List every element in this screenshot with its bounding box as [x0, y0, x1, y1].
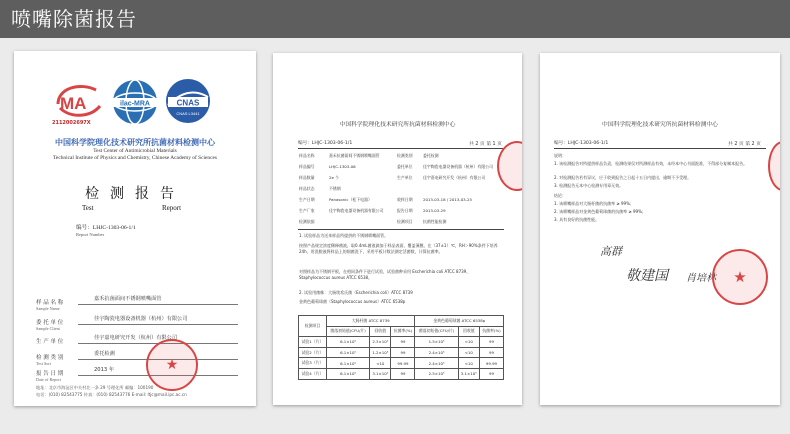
info-label: 生产单位	[397, 175, 413, 180]
table-header-cell: 检测项目	[299, 316, 327, 337]
conclusion-line: 2. 该喷嘴样品对金黄色葡萄球菌的抗菌率 ≥ 99%；	[554, 209, 646, 214]
table-cell: 99	[391, 368, 415, 379]
table-row	[299, 358, 504, 369]
field-en-client: Sample Client	[36, 326, 60, 331]
field-en-sample-name: Sample Name	[36, 306, 60, 311]
info-value: LHJC-1303-06	[329, 164, 356, 169]
table-header-cell: 抗菌率(%)	[391, 326, 415, 337]
table-cell: 6.1×10⁵	[326, 337, 369, 348]
org-name-en-1: Test Center of Antimicrobial Materials	[93, 148, 177, 154]
table-cell: 试验4（片）	[299, 368, 327, 379]
info-label: 样品数量	[299, 175, 315, 180]
field-label-producer: 生 产 单 位	[36, 339, 64, 345]
table-cell: 99	[391, 347, 415, 358]
divider	[298, 148, 504, 149]
info-value: Panasonic（松下电器）	[329, 197, 372, 202]
info-value: 嘉禾抗菌面间不锈钢喷嘴面管	[329, 153, 380, 158]
field-label-client: 委 托 单 位	[36, 320, 64, 326]
official-seal-icon	[146, 339, 198, 391]
page-title: 喷嘴除菌报告	[11, 7, 137, 31]
method-title: 1. 试验样品为送来样品所提供的不锈钢喷嘴面管。	[299, 233, 389, 238]
table-cell: 1.5×10⁵	[415, 337, 458, 348]
conclusion-title: 结论：	[554, 193, 566, 198]
info-label: 报告日期	[397, 208, 413, 213]
table-header-cell: 大肠杆菌 ATCC 8739	[326, 316, 414, 327]
report-number-en: Report Number	[76, 232, 105, 237]
signature-1: 高群	[600, 245, 622, 258]
table-cell: <10	[458, 347, 479, 358]
info-label: 检测项目	[397, 219, 413, 224]
report-number-value: LHJC-1303-06-1/1	[92, 225, 136, 231]
ilac-label: ilac-MRA	[120, 100, 150, 108]
table-cell: 99	[479, 337, 503, 348]
divider	[298, 229, 504, 230]
info-value: 委托检测	[423, 153, 439, 158]
field-value-sample-name: 嘉禾抗菌面间不锈钢喷嘴面管	[94, 296, 162, 302]
field-underline	[78, 304, 238, 305]
table-cell: <10	[458, 358, 479, 369]
info-value: 2e 个	[329, 175, 339, 180]
info-label: 收样日期	[397, 197, 413, 202]
table-cell: 99	[479, 347, 503, 358]
info-label: 样品名称	[299, 153, 315, 158]
strain-line-1: 2. 试验用菌株：大肠埃希氏菌（Escherichia coli）ATCC 8739	[299, 290, 413, 295]
note-line: 3. 检测报告无本中心检测专用章无效。	[554, 183, 624, 188]
field-en-report-date: Date of Report	[36, 377, 61, 382]
table-header-cell: 抗菌率(%)	[479, 326, 503, 337]
report-title-cn: 检测报告	[85, 187, 185, 202]
results-page-header: 中国科学院理化技术研究所抗菌材料检测中心	[339, 122, 456, 128]
table-header-cell: 菌落初始值(CFU/片)	[326, 326, 369, 337]
results-table	[298, 315, 504, 380]
table-cell: 3.1×10⁵	[458, 368, 479, 379]
report-results-page[interactable]	[273, 53, 522, 405]
note-line: 1. 该检测报告对所提供样品负责，检测结果仅对所测样品有效，未经本中心书面批准，不得部分复制本报告。	[554, 161, 748, 166]
table-cell: 99	[391, 337, 415, 348]
table-cell: <10	[370, 358, 391, 369]
field-value-client: 佳宇陶瓷电器设备机器（杭州）有限公司	[94, 316, 188, 322]
field-underline	[78, 324, 238, 325]
divider	[554, 148, 766, 149]
info-value: 抗菌性能检测	[423, 219, 447, 224]
table-cell: 99.99	[479, 358, 503, 369]
report-cover-page[interactable]	[14, 51, 256, 406]
conclusion-line: 3. 具有良好的抗菌性能。	[554, 217, 600, 222]
table-cell: 6.1×10⁵	[326, 368, 369, 379]
seal-star-icon: ★	[733, 268, 747, 286]
report-title-en-1: Test	[82, 204, 94, 212]
info-label: 检测类别	[397, 153, 413, 158]
info-label: 样品编号	[299, 164, 315, 169]
table-header-row	[299, 326, 504, 337]
table-cell: 6.1×10⁵	[326, 347, 369, 358]
cma-number: 2112002697X	[52, 120, 91, 126]
cnas-logo-icon	[162, 75, 214, 127]
official-seal-icon	[712, 249, 768, 305]
table-header-cell: 回收值	[458, 326, 479, 337]
table-header-row	[299, 316, 504, 327]
header-banner	[0, 0, 790, 38]
table-cell: <10	[458, 337, 479, 348]
signature-2: 敬建国	[626, 268, 668, 284]
method-paragraph-2: 对照样品为不锈钢平板，在相同条件下进行试验，试验菌种采用 Escherichia coli ATCC 8739、Staphylococcus aureus ATCC 6538。	[299, 269, 471, 281]
table-header-cell: 回收值	[370, 326, 391, 337]
results-report-code: 编号：LHJC-1303-06-1/1	[298, 141, 353, 146]
info-label: 样品状态	[299, 186, 315, 191]
table-cell: 2.4×10⁵	[415, 347, 458, 358]
table-cell: 试验2（片）	[299, 347, 327, 358]
signature-page-number: 共 2 页 第 2 页	[728, 142, 761, 147]
table-row	[299, 347, 504, 358]
table-cell: 6.1×10⁵	[326, 358, 369, 369]
info-value: 佳宇陶瓷电器设备机器有限公司	[329, 208, 384, 213]
footer-address: 地址：北京市海淀区中关村北一条 29 号理化所 邮编：100190	[36, 385, 154, 390]
info-value: 2013-03-29	[423, 208, 446, 213]
conclusion-line: 1. 该喷嘴样品对大肠杆菌的抗菌率 ≥ 99%；	[554, 201, 634, 206]
field-en-test-sort: Test Sort	[36, 361, 51, 366]
document-gallery	[0, 38, 790, 434]
table-header-cell: 菌落初始值(CFU/片)	[415, 326, 458, 337]
table-cell: 3.1×10⁵	[370, 368, 391, 379]
table-cell: 99.99	[391, 358, 415, 369]
footer-contact: 电话：(010) 82543775 传真：(010) 82543776 E-mail: ltjc@mail.ipc.ac.cn	[36, 392, 187, 397]
table-row	[299, 337, 504, 348]
side-seal-icon	[768, 141, 780, 191]
signature-page-header: 中国科学院理化技术研究所抗菌材料检测中心	[602, 122, 718, 128]
table-cell: 2.5×10⁵	[415, 368, 458, 379]
field-label-report-date: 报 告 日 期	[36, 371, 64, 377]
table-cell: 试验1（片）	[299, 337, 327, 348]
strain-line-2: 金黄色葡萄球菌（Staphylococcus aureus）ATCC 6538p	[299, 299, 406, 304]
info-value: 不锈钢	[329, 186, 341, 191]
info-label: 生产日期	[299, 197, 315, 202]
cnas-label: CNAS	[176, 98, 200, 108]
cma-logo-icon	[50, 78, 108, 124]
signature-3: 肖培林	[686, 273, 716, 284]
table-header-cell: 金黄色葡萄球菌 ATCC 6538p	[415, 316, 504, 327]
report-title-en-2: Report	[162, 204, 182, 212]
table-row	[299, 368, 504, 379]
table-cell: 1.2×10⁵	[370, 347, 391, 358]
info-label: 委托单位	[397, 164, 413, 169]
org-name-en-2: Technical Institute of Physics and Chemistry, Chinese Academy of Sciences	[53, 155, 217, 161]
method-paragraph-1: 按照产品规定浓度稀释菌液，取0.4mL菌液滴加于样品表面，覆盖薄膜，在（37±1）℃，RH＞90%条件下培养24h，用洗脱液将样品上的细菌洗下，采用平板计数法测定活菌数，计算抗菌率。	[299, 243, 498, 255]
field-value-test-sort: 委托检测	[94, 351, 115, 357]
info-value: 佳宇陶瓷电器设备机器（杭州）有限公司	[423, 164, 494, 169]
table-cell: 99	[479, 368, 503, 379]
cma-mark-text: MA	[60, 94, 87, 113]
report-number-label: 编号：	[76, 225, 93, 231]
field-value-report-date: 2013 年	[94, 367, 115, 373]
org-name-cn: 中国科学院理化技术研究所抗菌材料检测中心	[55, 138, 215, 147]
report-signature-page[interactable]	[540, 53, 780, 405]
signature-report-code: 编号：LHJC-1303-06-1/1	[554, 141, 609, 146]
table-cell: 2.4×10⁵	[415, 358, 458, 369]
table-cell: 试验3（片）	[299, 358, 327, 369]
info-label: 检测依据	[299, 219, 315, 224]
info-label: 生产厂家	[299, 208, 315, 213]
report-number	[76, 223, 136, 231]
info-value: 佳宇嘉电研究开发（杭州）有限公司	[423, 175, 486, 180]
ilac-logo-icon	[109, 76, 161, 128]
field-label-test-sort: 检 测 类 别	[36, 355, 64, 361]
cnas-number: CNAS L3441	[176, 111, 200, 116]
field-label-sample-name: 样 品 名 称	[36, 300, 64, 306]
seal-star-icon: ★	[165, 357, 179, 373]
results-page-number: 共 2 页 第 1 页	[469, 142, 502, 147]
field-value-producer: 佳宇嘉电研究开发（杭州）有限公司	[94, 335, 178, 341]
note-title: 说明：	[554, 153, 566, 158]
table-cell: 2.3×10⁵	[370, 337, 391, 348]
info-value: 2013-03-18 / 2013-03-25	[423, 197, 473, 202]
note-line: 2. 对检测报告若有异议，应于收到报告之日起十五日内提出，逾期不予受理。	[554, 175, 692, 180]
